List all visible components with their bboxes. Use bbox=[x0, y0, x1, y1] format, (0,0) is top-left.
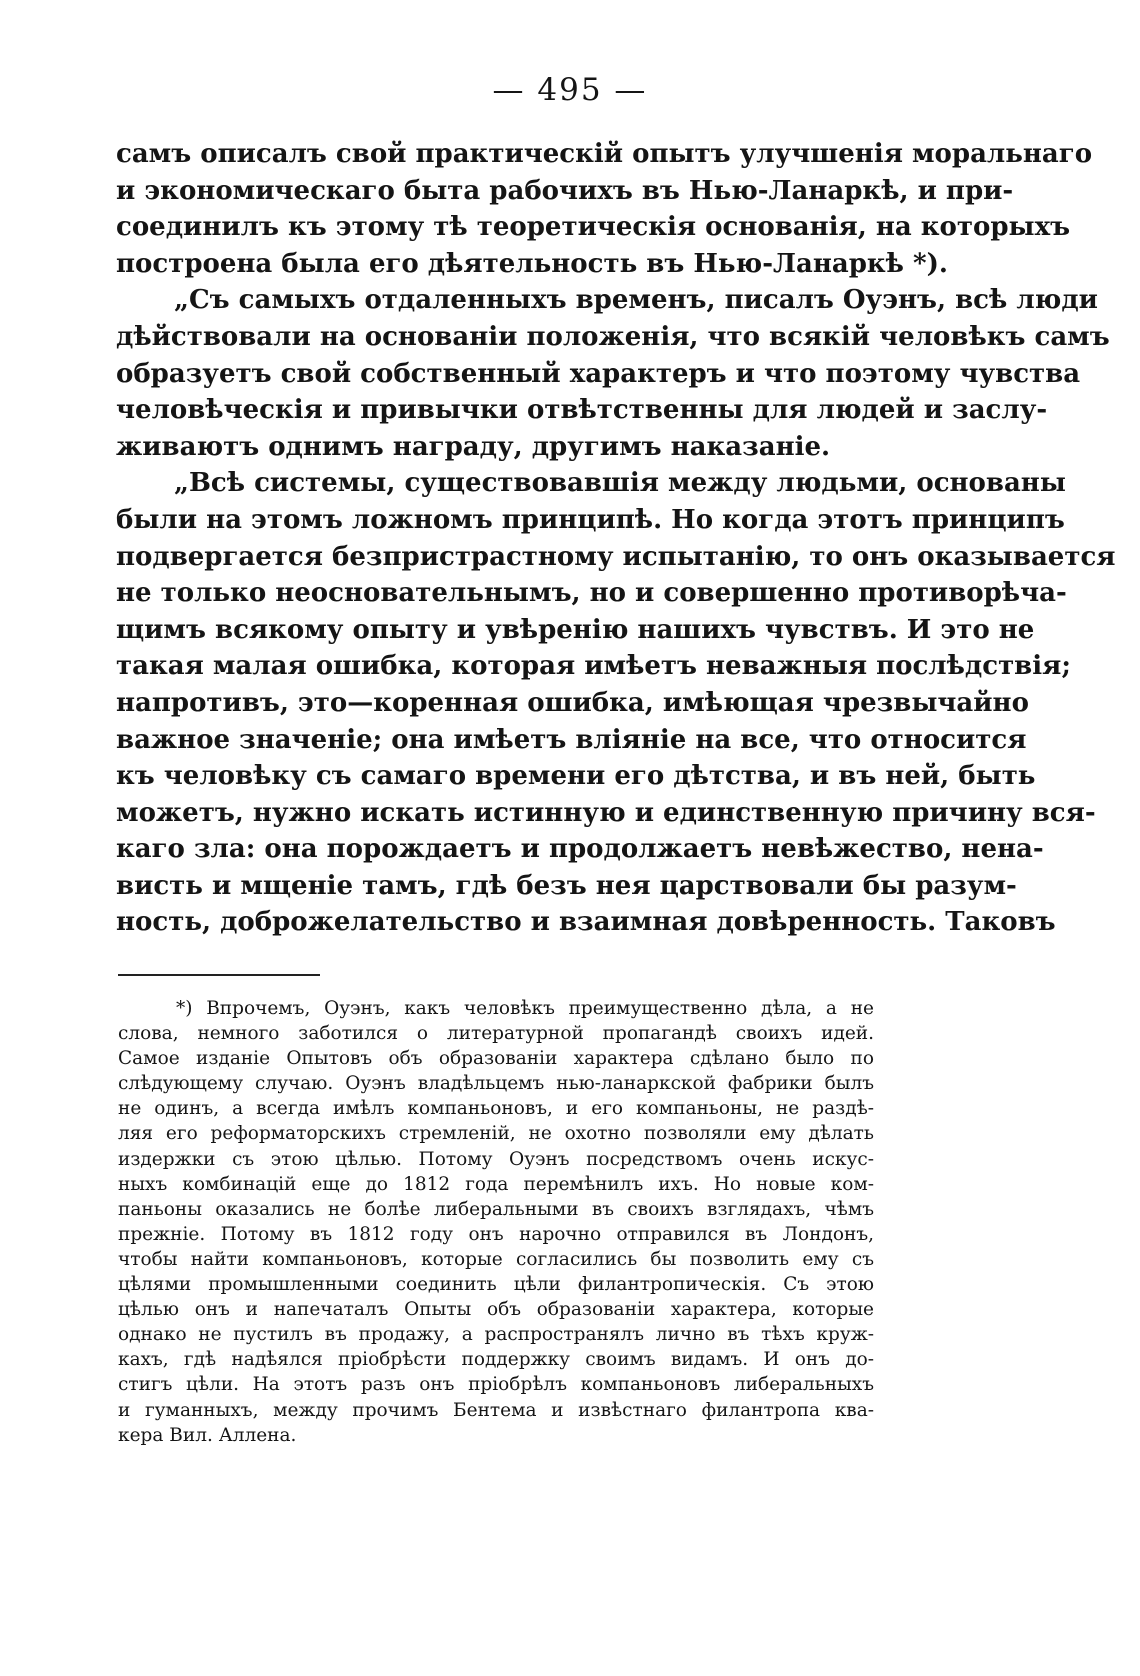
text-line: каго зла: она порождаетъ и продолжаетъ невѣжество, нена- bbox=[116, 834, 1044, 865]
footnote-line: Самое изданіе Опытовъ объ образованіи характера сдѣлано было по bbox=[118, 1048, 874, 1070]
text-line: висть и мщеніе тамъ, гдѣ безъ нея царствовали бы разум- bbox=[116, 870, 1017, 901]
footnote-line: и гуманныхъ, между прочимъ Бентема и извѣстнаго филантропа ква- bbox=[118, 1399, 874, 1421]
text-line: человѣческія и привычки отвѣтственны для людей и заслу- bbox=[116, 395, 1048, 426]
text-line: дѣйствовали на основаніи положенія, что всякій человѣкъ самъ bbox=[116, 321, 1110, 352]
text-line: можетъ, нужно искать истинную и единственную причину вся- bbox=[116, 797, 1096, 828]
page-number: — 495 — bbox=[492, 72, 648, 108]
text-line: не только неосновательнымъ, но и совершенно противорѣча- bbox=[116, 578, 1067, 609]
footnote-line: чтобы найти компаньоновъ, которые согласились бы позволить ему съ bbox=[118, 1248, 874, 1270]
text-line: самъ описалъ свой практическій опытъ улучшенія моральнаго bbox=[116, 139, 1093, 169]
text-line: ность, доброжелательство и взаимная довѣренность. Таковъ bbox=[116, 907, 1056, 938]
footnote-line: прежніе. Потому въ 1812 году онъ нарочно отправился въ Лондонъ, bbox=[118, 1223, 874, 1245]
footnote-line: паньоны оказались не болѣе либеральными въ своихъ взглядахъ, чѣмъ bbox=[118, 1198, 874, 1220]
text-line: щимъ всякому опыту и увѣренію нашихъ чувствъ. И это не bbox=[116, 614, 1035, 645]
footnote-line: кера Вил. Аллена. bbox=[118, 1424, 297, 1446]
footnote-line: слѣдующему случаю. Оуэнъ владѣльцемъ нью-ланаркской фабрики былъ bbox=[118, 1073, 874, 1095]
footnote-line: кахъ, гдѣ надѣялся пріобрѣсти поддержку своимъ видамъ. И онъ до- bbox=[118, 1349, 874, 1371]
footnote-line: однако не пустилъ въ продажу, а распространялъ лично въ тѣхъ круж- bbox=[118, 1324, 874, 1346]
text-line: напротивъ, это—коренная ошибка, имѣющая чрезвычайно bbox=[116, 687, 1029, 718]
text-line: живаютъ однимъ награду, другимъ наказаніе. bbox=[116, 431, 831, 462]
footnote-line: цѣлью онъ и напечаталъ Опыты объ образованіи характера, которые bbox=[118, 1299, 874, 1321]
main-text bbox=[116, 136, 1116, 941]
footnote-line: стигъ цѣли. На этотъ разъ онъ пріобрѣлъ компаньоновъ либеральныхъ bbox=[118, 1374, 874, 1396]
text-line: соединилъ къ этому тѣ теоретическія основанія, на которыхъ bbox=[116, 212, 1071, 243]
footnote bbox=[118, 996, 874, 1448]
text-line: „Съ самыхъ отдаленныхъ временъ, писалъ Оуэнъ, всѣ люди bbox=[174, 285, 1098, 316]
text-line: подвергается безпристрастному испытанію, то онъ оказывается bbox=[116, 541, 1116, 572]
footnote-line: слова, немного заботился о литературной пропагандѣ своихъ идей. bbox=[118, 1023, 874, 1045]
text-line: важное значеніе; она имѣетъ вліяніе на все, что относится bbox=[116, 724, 1027, 755]
text-line: такая малая ошибка, которая имѣетъ неважныя послѣдствія; bbox=[116, 651, 1071, 682]
footnote-line: цѣлями промышленными соединить цѣли филантропическія. Съ этою bbox=[118, 1274, 874, 1296]
footnote-line: *) Впрочемъ, Оуэнъ, какъ человѣкъ преимущественно дѣла, а не bbox=[176, 998, 874, 1019]
text-line: и экономическаго быта рабочихъ въ Нью-Ланаркѣ, и при- bbox=[116, 175, 1014, 206]
footnote-line: ляя его реформаторскихъ стремленій, не охотно позволяли ему дѣлать bbox=[118, 1123, 874, 1145]
text-line: образуетъ свой собственный характеръ и что поэтому чувства bbox=[116, 358, 1081, 389]
footnote-line: издержки съ этою цѣлью. Потому Оуэнъ посредствомъ очень искус- bbox=[118, 1148, 874, 1170]
text-line: „Всѣ системы, существовавшія между людьми, основаны bbox=[174, 468, 1066, 499]
text-line: къ человѣку съ самаго времени его дѣтства, и въ ней, быть bbox=[116, 761, 1036, 792]
footnote-line: не одинъ, а всегда имѣлъ компаньоновъ, и его компаньоны, не раздѣ- bbox=[118, 1098, 874, 1120]
text-line: были на этомъ ложномъ принципѣ. Но когда этотъ принципъ bbox=[116, 504, 1065, 535]
footnote-line: ныхъ комбинацій еще до 1812 года перемѣнилъ ихъ. Но новые ком- bbox=[118, 1173, 874, 1195]
footnote-rule bbox=[118, 974, 320, 976]
text-line: построена была его дѣятельность въ Нью-Ланаркѣ *). bbox=[116, 248, 948, 279]
